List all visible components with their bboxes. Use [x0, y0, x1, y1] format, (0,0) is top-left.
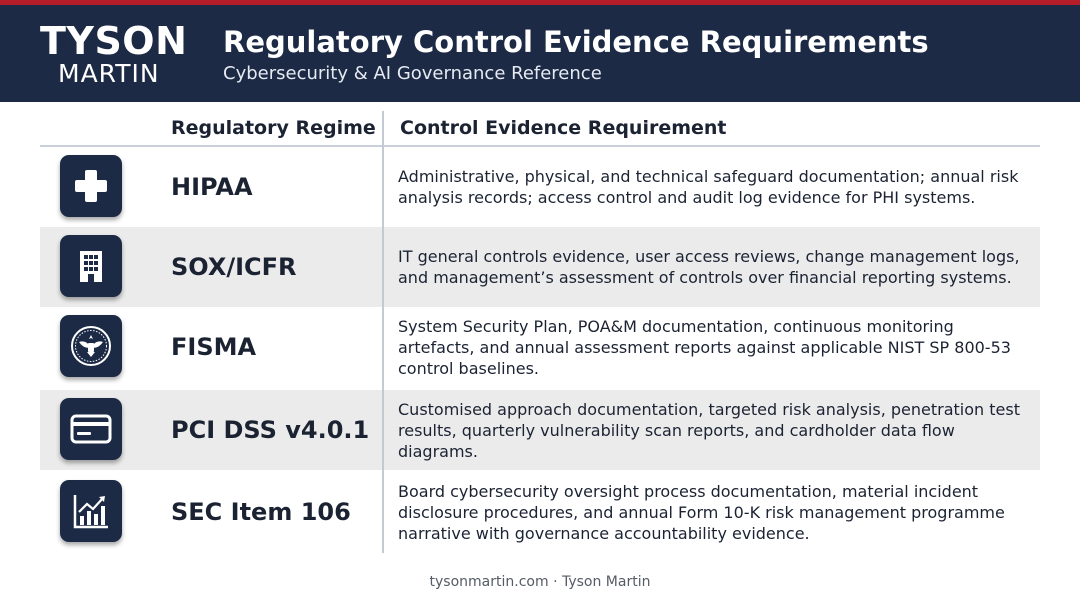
- government-seal-icon: [60, 315, 122, 377]
- logo-wordmark-top: TYSON: [40, 19, 188, 63]
- chart-growth-icon: [60, 480, 122, 542]
- page-subtitle: Cybersecurity & AI Governance Reference: [223, 63, 602, 84]
- footer-credit: tysonmartin.com · Tyson Martin: [429, 574, 651, 590]
- regime-name: HIPAA: [171, 173, 253, 201]
- requirement-text: System Security Plan, POA&M documentation, continuous monitoring artefacts, and annual assessment reports against applicable NIST SP 800-53 control baselines.: [398, 316, 1011, 378]
- requirement-text: Administrative, physical, and technical safeguard documentation; annual risk analysis records; access control and audit log evidence for PHI systems.: [398, 167, 1019, 207]
- page-title: Regulatory Control Evidence Requirements: [223, 25, 929, 59]
- regime-name: PCI DSS v4.0.1: [171, 416, 370, 444]
- requirement-text: IT general controls evidence, user access reviews, change management logs, and management’s assessment of controls over financial reporting systems.: [398, 247, 1020, 287]
- medical-cross-icon: [60, 155, 122, 217]
- column-divider: [382, 111, 384, 553]
- column-header-regime: Regulatory Regime: [171, 117, 376, 139]
- credit-card-icon: [60, 398, 122, 460]
- logo-wordmark-bottom: MARTIN: [58, 59, 160, 88]
- table-row: [40, 147, 1040, 227]
- page-header: [0, 5, 1080, 102]
- table-row: [40, 307, 1040, 387]
- table-row: [40, 472, 1040, 552]
- table-row: [40, 390, 1040, 470]
- table-row: [40, 227, 1040, 307]
- requirement-text: Customised approach documentation, targeted risk analysis, penetration test results, quarterly vulnerability scan reports, and cardholder data flow diagrams.: [398, 399, 1020, 461]
- regime-name: SEC Item 106: [171, 498, 351, 526]
- regime-name: SOX/ICFR: [171, 253, 297, 281]
- building-icon: [60, 235, 122, 297]
- requirement-text: Board cybersecurity oversight process documentation, material incident disclosure procedures, and annual Form 10-K risk management programme narrative with governance accountability evidence.: [398, 481, 1005, 543]
- column-header-requirement: Control Evidence Requirement: [400, 117, 727, 139]
- regime-name: FISMA: [171, 333, 257, 361]
